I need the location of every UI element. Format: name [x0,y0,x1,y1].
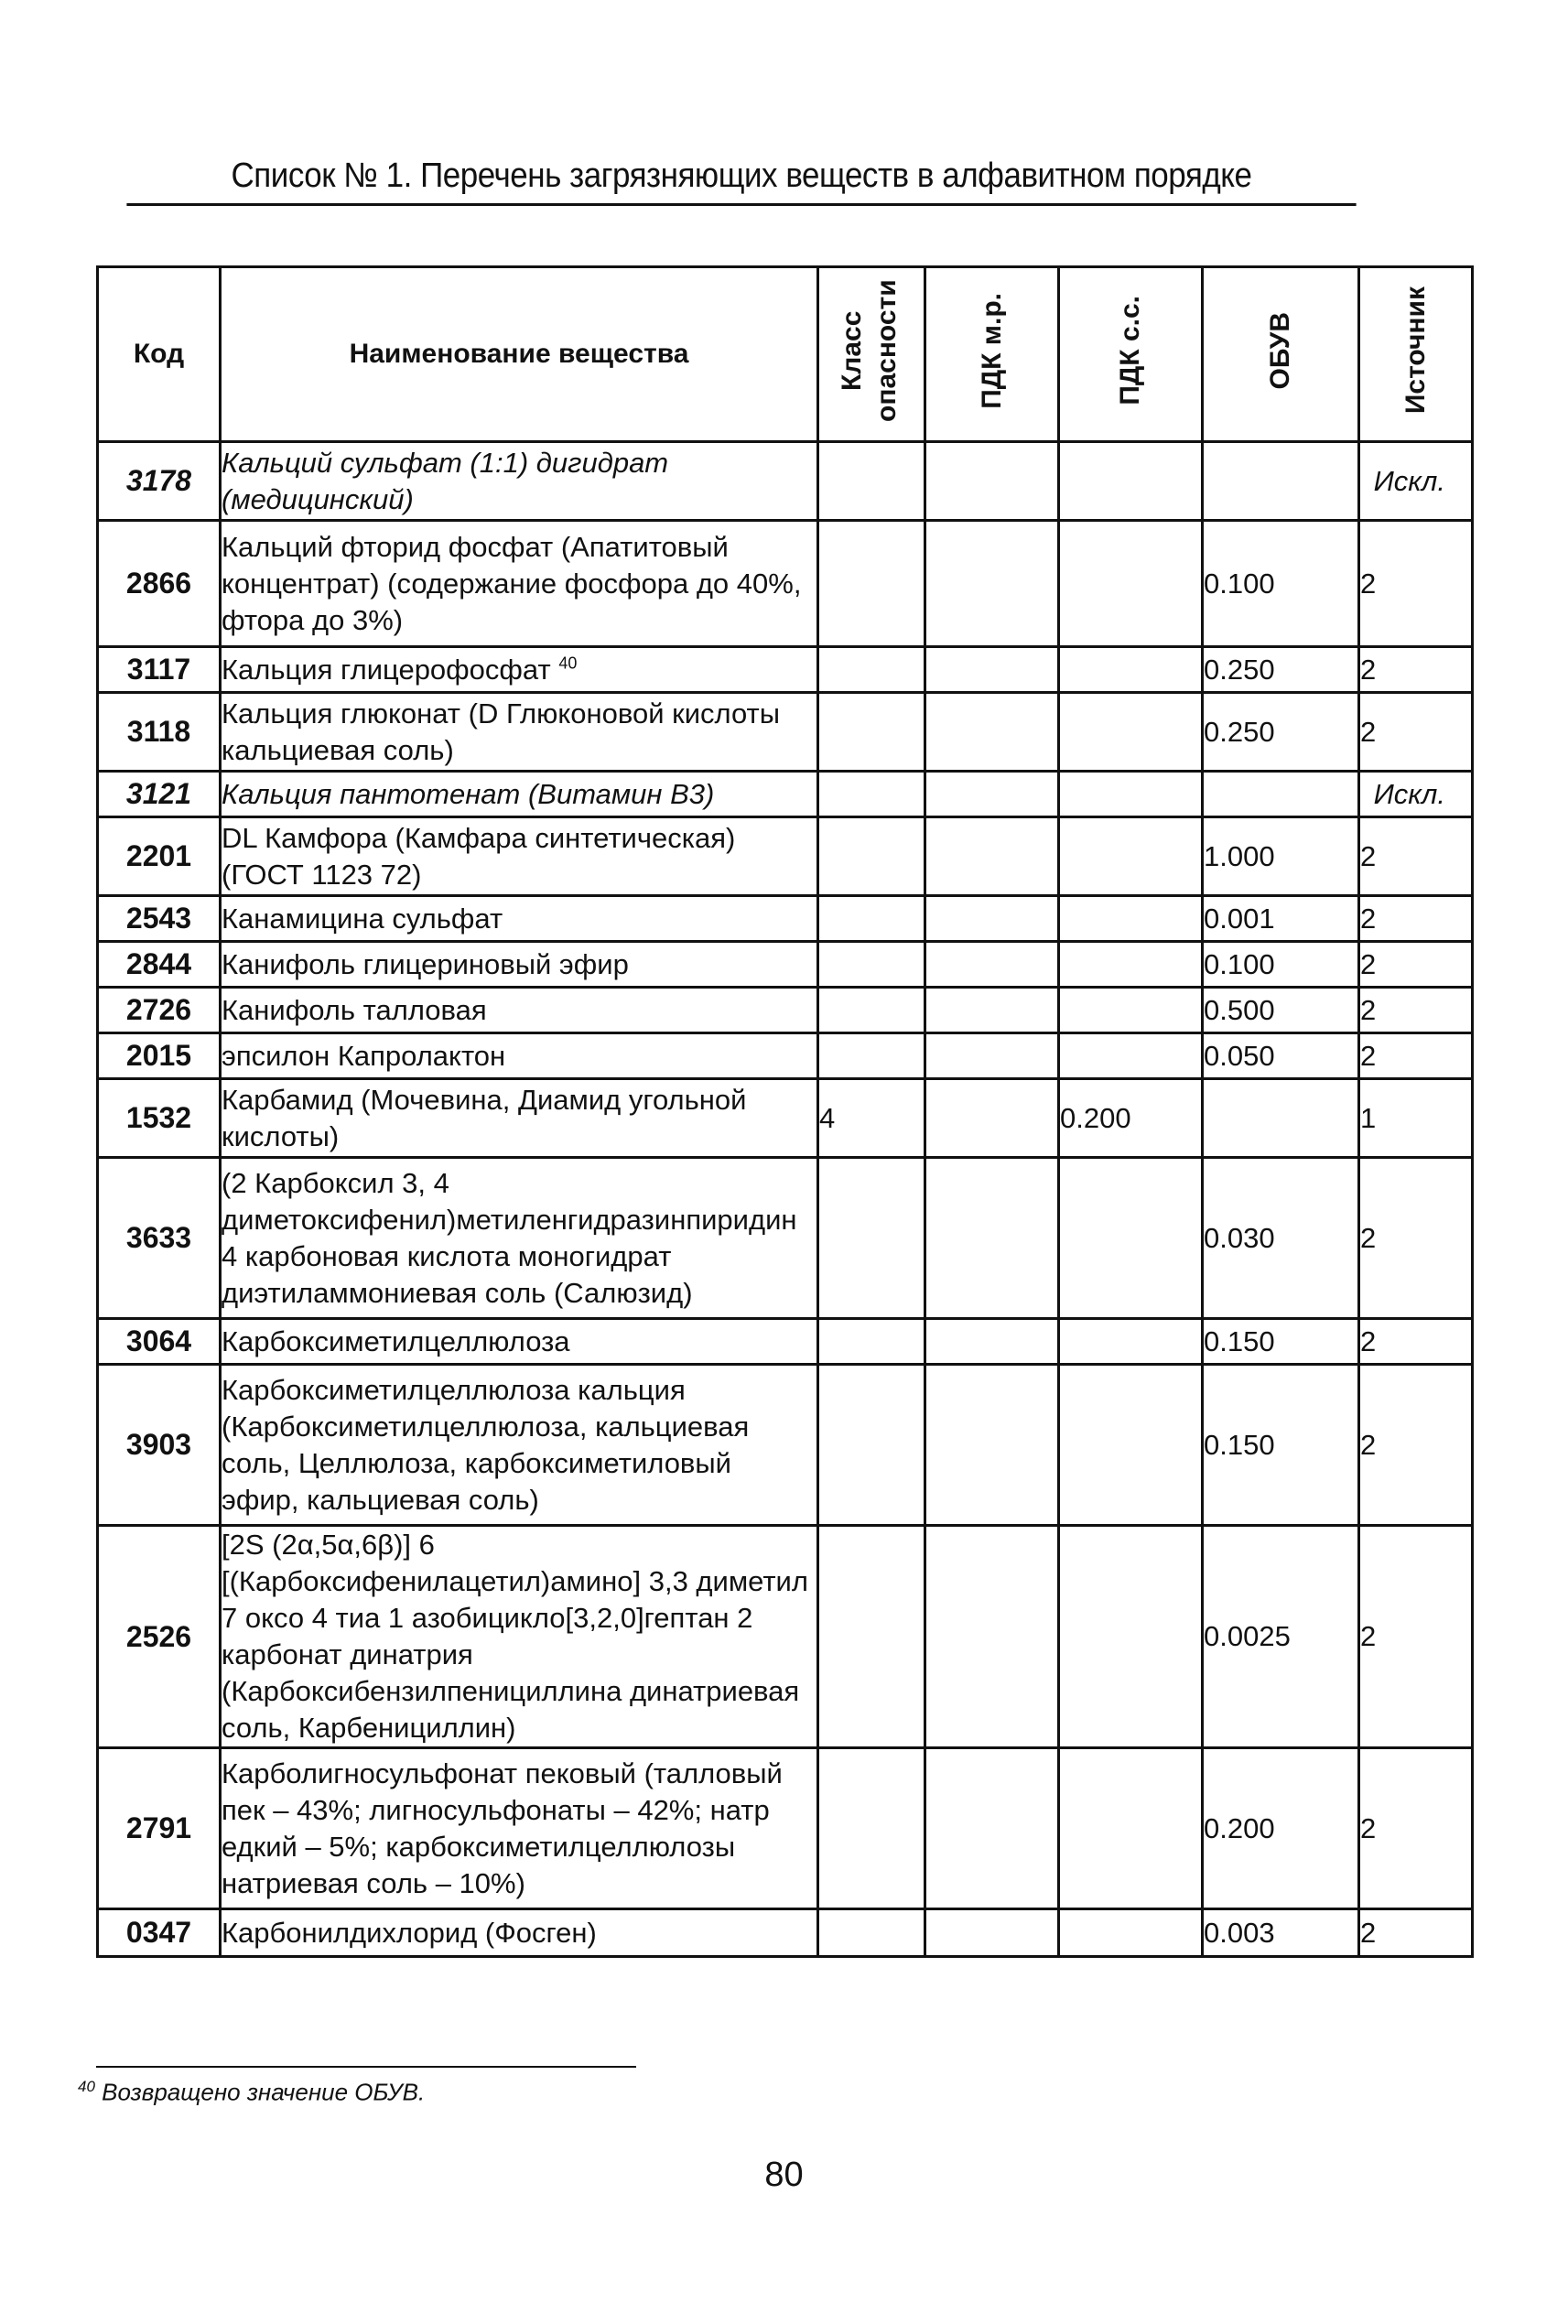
cell-name [221,817,818,896]
cell-name [221,647,818,693]
cell-hazard-class [818,1526,925,1748]
cell-name [221,896,818,942]
cell-pdk-mr [925,1319,1059,1365]
cell-source: 2 [1359,693,1473,772]
cell-obuv: 0.100 [1203,942,1359,988]
cell-pdk-ss [1059,1365,1203,1526]
cell-hazard-class [818,1365,925,1526]
footnote-text: Возвращено значение ОБУВ. [102,2078,426,2106]
cell-name [221,988,818,1033]
cell-pdk-ss [1059,988,1203,1033]
cell-pdk-ss [1059,1909,1203,1957]
cell-pdk-mr [925,1748,1059,1909]
table-row [98,647,1473,693]
cell-source: 1 [1359,1079,1473,1158]
cell-source: 2 [1359,988,1473,1033]
cell-code: 0347 [98,1909,221,1957]
table-row [98,1909,1473,1957]
cell-source: 2 [1359,1319,1473,1365]
cell-hazard-class [818,1909,925,1957]
cell-source: 2 [1359,942,1473,988]
cell-hazard-class: 4 [818,1079,925,1158]
cell-name [221,1526,818,1748]
cell-hazard-class [818,772,925,817]
cell-code: 3633 [98,1158,221,1319]
cell-hazard-class [818,817,925,896]
page-number: 80 [764,2156,804,2194]
substance-name: Канамицина сульфат [222,902,503,935]
cell-name [221,693,818,772]
cell-code: 3903 [98,1365,221,1526]
table-row [98,988,1473,1033]
footnote-ref: 40 [558,654,578,673]
cell-pdk-ss [1059,896,1203,942]
cell-obuv [1203,1079,1359,1158]
cell-source: 2 [1359,1158,1473,1319]
substance-name: Кальция глицерофосфат [222,653,551,686]
cell-obuv: 0.500 [1203,988,1359,1033]
cell-pdk-ss [1059,1748,1203,1909]
cell-source: Искл. [1359,442,1473,521]
cell-pdk-mr [925,1526,1059,1748]
cell-pdk-ss [1059,1033,1203,1079]
cell-obuv: 0.250 [1203,693,1359,772]
cell-pdk-mr [925,521,1059,647]
col-header-hazard-class-label: Класс опасности [837,279,902,422]
cell-code: 3118 [98,693,221,772]
page-title: Список № 1. Перечень загрязняющих веществ в алфавитном порядке [231,157,1252,195]
col-header-pdk-ss [1059,267,1203,442]
cell-hazard-class [818,1319,925,1365]
table-row [98,1033,1473,1079]
table-row [98,521,1473,647]
substance-name: Кальция пантотенат (Витамин B3) [222,777,715,810]
table-row [98,1526,1473,1748]
cell-pdk-ss: 0.200 [1059,1079,1203,1158]
cell-source: 2 [1359,521,1473,647]
cell-name [221,1909,818,1957]
cell-pdk-ss [1059,772,1203,817]
substance-name: Канифоль глицериновый эфир [222,947,629,980]
cell-obuv: 0.001 [1203,896,1359,942]
cell-code: 2844 [98,942,221,988]
page-header [126,152,1356,206]
cell-obuv: 0.200 [1203,1748,1359,1909]
cell-pdk-mr [925,942,1059,988]
footnote-number: 40 [78,2078,95,2095]
substance-name: Кальций фторид фосфат (Апатитовый концентрат) (содержание фосфора до 40%, фтора до 3%) [222,530,802,636]
cell-pdk-ss [1059,1158,1203,1319]
cell-obuv: 1.000 [1203,817,1359,896]
col-header-source-label: Источник [1400,286,1431,415]
cell-pdk-mr [925,896,1059,942]
cell-obuv: 0.050 [1203,1033,1359,1079]
cell-name [221,942,818,988]
cell-source: 2 [1359,647,1473,693]
cell-code: 2543 [98,896,221,942]
table-row [98,1079,1473,1158]
cell-hazard-class [818,942,925,988]
cell-hazard-class [818,1033,925,1079]
col-header-code: Код [98,267,221,442]
cell-pdk-ss [1059,442,1203,521]
col-header-obuv-label: ОБУВ [1265,311,1295,390]
cell-source: 2 [1359,1365,1473,1526]
table-row [98,942,1473,988]
substance-name: Кальция глюконат (D Глюконовой кислоты кальциевая соль) [222,697,780,766]
cell-pdk-mr [925,772,1059,817]
cell-obuv: 0.0025 [1203,1526,1359,1748]
cell-pdk-mr [925,1033,1059,1079]
cell-code: 2526 [98,1526,221,1748]
col-header-pdk-mr [925,267,1059,442]
cell-name [221,1748,818,1909]
col-header-pdk-mr-label: ПДК м.р. [976,292,1007,409]
cell-hazard-class [818,988,925,1033]
cell-pdk-mr [925,1158,1059,1319]
cell-name [221,772,818,817]
cell-pdk-mr [925,1909,1059,1957]
table-row [98,442,1473,521]
cell-code: 2726 [98,988,221,1033]
table-row [98,1158,1473,1319]
cell-pdk-mr [925,988,1059,1033]
cell-hazard-class [818,442,925,521]
cell-code: 2791 [98,1748,221,1909]
cell-name [221,1158,818,1319]
cell-name [221,521,818,647]
cell-code: 3117 [98,647,221,693]
cell-name [221,442,818,521]
substance-name: (2 Карбоксил 3, 4 диметоксифенил)метиленгидразинпиридин 4 карбоновая кислота моногидрат диэтиламмониевая соль (Салюзид) [222,1166,797,1309]
cell-obuv: 0.003 [1203,1909,1359,1957]
substance-name: Карбонилдихлорид (Фосген) [222,1916,597,1949]
cell-obuv: 0.250 [1203,647,1359,693]
cell-obuv: 0.150 [1203,1365,1359,1526]
substance-name: Карбоксиметилцеллюлоза [222,1324,570,1357]
table-row [98,817,1473,896]
cell-source: 2 [1359,896,1473,942]
col-header-pdk-ss-label: ПДК с.с. [1115,296,1145,405]
substances-table [96,265,1474,1958]
cell-name [221,1079,818,1158]
substance-name: Карбамид (Мочевина, Диамид угольной кислоты) [222,1083,747,1152]
cell-source: Искл. [1359,772,1473,817]
substance-name: Кальций сульфат (1:1) дигидрат (медицинский) [222,446,669,515]
col-header-name: Наименование вещества [221,267,818,442]
footnote [78,2078,425,2107]
col-header-obuv [1203,267,1359,442]
cell-obuv: 0.100 [1203,521,1359,647]
substance-name: [2S (2α,5α,6β)] 6 [(Карбоксифенилацетил)амино] 3,3 диметил 7 оксо 4 тиа 1 азобицикло[3,2,0]гептан 2 карбонат динатрия (Карбоксибензилпенициллина динатриевая соль, Карбенициллин) [222,1529,808,1744]
cell-pdk-ss [1059,817,1203,896]
cell-source: 2 [1359,1909,1473,1957]
cell-hazard-class [818,1748,925,1909]
col-header-source [1359,267,1473,442]
substance-name: Канифоль талловая [222,993,487,1026]
cell-pdk-mr [925,693,1059,772]
cell-code: 3178 [98,442,221,521]
cell-code: 2015 [98,1033,221,1079]
col-header-hazard-class [818,267,925,442]
cell-obuv [1203,772,1359,817]
cell-source: 2 [1359,817,1473,896]
cell-code: 2866 [98,521,221,647]
footnote-divider [96,2066,636,2068]
cell-obuv [1203,442,1359,521]
cell-pdk-mr [925,1079,1059,1158]
substance-name: DL Камфора (Камфара синтетическая) (ГОСТ 1123 72) [222,821,736,891]
cell-pdk-ss [1059,647,1203,693]
cell-hazard-class [818,896,925,942]
table-row [98,772,1473,817]
cell-hazard-class [818,647,925,693]
cell-name [221,1365,818,1526]
cell-pdk-ss [1059,521,1203,647]
cell-name [221,1033,818,1079]
cell-code: 3064 [98,1319,221,1365]
table-body [98,442,1473,1957]
cell-source: 2 [1359,1748,1473,1909]
cell-pdk-mr [925,817,1059,896]
cell-pdk-mr [925,442,1059,521]
cell-hazard-class [818,693,925,772]
cell-code: 2201 [98,817,221,896]
cell-pdk-mr [925,647,1059,693]
cell-pdk-ss [1059,1319,1203,1365]
table-row [98,1319,1473,1365]
cell-pdk-mr [925,1365,1059,1526]
cell-hazard-class [818,521,925,647]
cell-code: 1532 [98,1079,221,1158]
cell-pdk-ss [1059,1526,1203,1748]
cell-hazard-class [818,1158,925,1319]
substance-name: эпсилон Капролактон [222,1039,506,1072]
table-header-row [98,267,1473,442]
cell-source: 2 [1359,1526,1473,1748]
table-row [98,896,1473,942]
cell-pdk-ss [1059,942,1203,988]
cell-source: 2 [1359,1033,1473,1079]
cell-code: 3121 [98,772,221,817]
table-row [98,1748,1473,1909]
table-row [98,1365,1473,1526]
substance-name: Карбоксиметилцеллюлоза кальция (Карбоксиметилцеллюлоза, кальциевая соль, Целлюлоза, карбоксиметиловый эфир, кальциевая соль) [222,1373,750,1516]
table-row [98,693,1473,772]
cell-name [221,1319,818,1365]
cell-obuv: 0.030 [1203,1158,1359,1319]
cell-obuv: 0.150 [1203,1319,1359,1365]
cell-pdk-ss [1059,693,1203,772]
substance-name: Карболигносульфонат пековый (талловый пек – 43%; лигносульфонаты – 42%; натр едкий – 5%; карбоксиметилцеллюлозы натриевая соль – 10%) [222,1757,783,1899]
